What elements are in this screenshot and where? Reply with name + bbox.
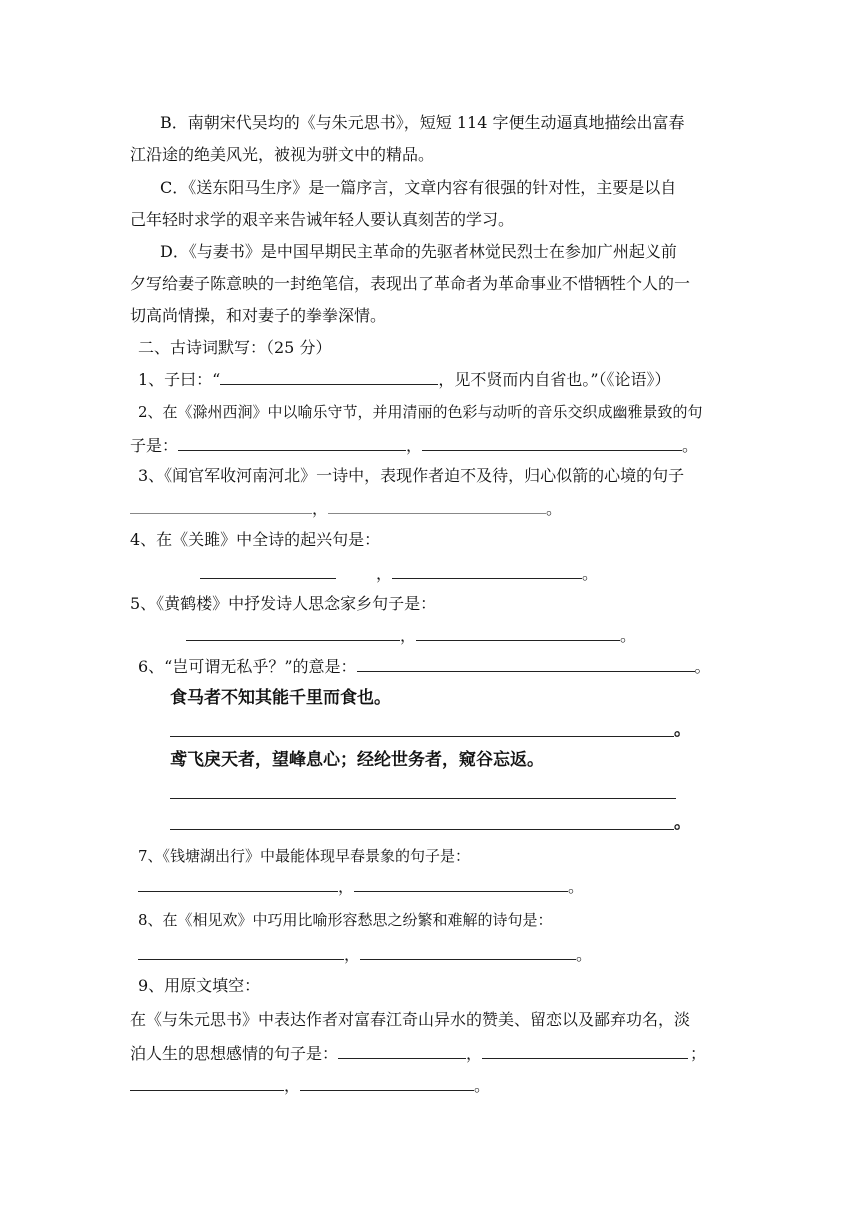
q2-comma: ，	[406, 436, 423, 455]
q6-sentence-2-period: 。	[674, 813, 691, 833]
q3-period: 。	[546, 499, 563, 518]
q9-semicolon: ；	[690, 1044, 707, 1063]
q3-comma: ，	[312, 499, 329, 518]
q6-sentence-2-answer-line-2[interactable]	[170, 829, 674, 830]
q9-answer-blank-2[interactable]	[482, 1043, 688, 1059]
q1-suffix: ，见不贤而内自省也。”（《论语》）	[438, 370, 671, 389]
section-heading: 二、古诗词默写：（25 分）	[138, 338, 332, 357]
question-9-line4	[130, 1075, 490, 1096]
q8-period: 。	[576, 945, 593, 964]
option-d-line2: 夕写给妻子陈意映的一封绝笔信，表现出了革命者为革命事业不惜牺牲个人的一	[130, 274, 691, 293]
question-1	[138, 369, 671, 390]
question-2-line2	[130, 435, 698, 456]
q5-period: 。	[620, 626, 637, 645]
q4-answer-blank-2[interactable]	[392, 563, 582, 579]
q7-answer-blank-1[interactable]	[138, 876, 338, 892]
q2-answer-blank-1[interactable]	[178, 435, 406, 451]
q6-answer-blank[interactable]	[357, 656, 695, 672]
question-9-line2: 在《与朱元思书》中表达作者对富春江奇山异水的赞美、留恋以及鄙弃功名，淡	[130, 1010, 691, 1029]
q9-comma-2: ，	[284, 1076, 301, 1095]
option-d-line3: 切高尚情操，和对妻子的拳拳深情。	[130, 306, 387, 325]
question-2-line1: 2、在《滁州西涧》中以喻乐守节，并用清丽的色彩与动听的音乐交织成幽雅景致的句	[138, 403, 703, 421]
q7-answer-blank-2[interactable]	[354, 876, 568, 892]
q6-prefix: 6、“岂可谓无私乎？”的意是：	[138, 657, 357, 676]
question-8-line2	[138, 944, 592, 965]
question-4-line1: 4、在《关雎》中全诗的起兴句是：	[130, 530, 381, 549]
q3-answer-blank-1[interactable]	[130, 498, 312, 514]
q6-sentence-1: 食马者不知其能千里而食也。	[170, 688, 391, 708]
q7-period: 。	[568, 877, 585, 896]
option-b-line1: B．南朝宋代吴均的《与朱元思书》，短短 114 字便生动逼真地描绘出富春	[160, 113, 685, 132]
q2-answer-blank-2[interactable]	[422, 435, 682, 451]
question-5-line2	[186, 625, 636, 646]
q6-sentence-1-answer-line[interactable]	[170, 736, 674, 737]
q9-period: 。	[474, 1076, 491, 1095]
q5-answer-blank-2[interactable]	[416, 625, 620, 641]
option-c-line2: 己年轻时求学的艰辛来告诫年轻人要认真刻苦的学习。	[130, 210, 515, 229]
option-b-line2: 江沿途的绝美风光，被视为骈文中的精品。	[130, 145, 435, 164]
q4-comma: ，	[376, 564, 393, 583]
q9-answer-blank-4[interactable]	[300, 1075, 474, 1091]
question-9-line1: 9、用原文填空：	[138, 976, 261, 995]
q5-comma: ，	[400, 626, 417, 645]
q1-prefix: 1、子曰：“	[138, 370, 221, 389]
question-3-line2	[130, 498, 562, 519]
q5-answer-blank-1[interactable]	[186, 625, 400, 641]
option-c-line1: C．《送东阳马生序》是一篇序言，文章内容有很强的针对性，主要是以自	[160, 178, 677, 197]
q9-prefix: 泊人生的思想感情的句子是：	[130, 1044, 339, 1063]
q9-answer-blank-3[interactable]	[130, 1075, 284, 1091]
question-3-line1: 3、《闻官军收河南河北》一诗中，表现作者迫不及待，归心似箭的心境的句子	[138, 466, 685, 485]
question-4-line2	[200, 563, 598, 584]
q6-sentence-1-period: 。	[674, 720, 691, 740]
question-7-line2	[138, 876, 584, 897]
q8-comma: ，	[344, 945, 361, 964]
q6-period: 。	[694, 657, 711, 676]
q9-answer-blank-1[interactable]	[338, 1043, 466, 1059]
q6-sentence-2: 鸢飞戾天者，望峰息心；经纶世务者，窥谷忘返。	[170, 750, 544, 770]
q1-answer-blank[interactable]	[220, 369, 438, 385]
q9-comma-1: ，	[466, 1044, 483, 1063]
q4-answer-blank-1[interactable]	[200, 563, 336, 579]
q8-answer-blank-1[interactable]	[138, 944, 344, 960]
q2-period: 。	[682, 436, 699, 455]
question-7-line1: 7、《钱塘湖出行》中最能体现早春景象的句子是：	[138, 847, 471, 865]
question-6-line1	[138, 656, 711, 677]
option-d-line1: D．《与妻书》是中国早期民主革命的先驱者林觉民烈士在参加广州起义前	[160, 242, 677, 261]
q3-answer-blank-2[interactable]	[328, 498, 546, 514]
question-5-line1: 5、《黄鹤楼》中抒发诗人思念家乡句子是：	[130, 594, 437, 613]
q4-period: 。	[582, 564, 599, 583]
q7-comma: ，	[338, 877, 355, 896]
q8-answer-blank-2[interactable]	[360, 944, 576, 960]
q6-sentence-2-answer-line-1[interactable]	[170, 798, 676, 799]
q2-prefix: 子是：	[130, 436, 179, 455]
question-9-line3	[130, 1043, 706, 1064]
question-8-line1: 8、在《相见欢》中巧用比喻形容愁思之纷繁和难解的诗句是：	[138, 911, 553, 929]
